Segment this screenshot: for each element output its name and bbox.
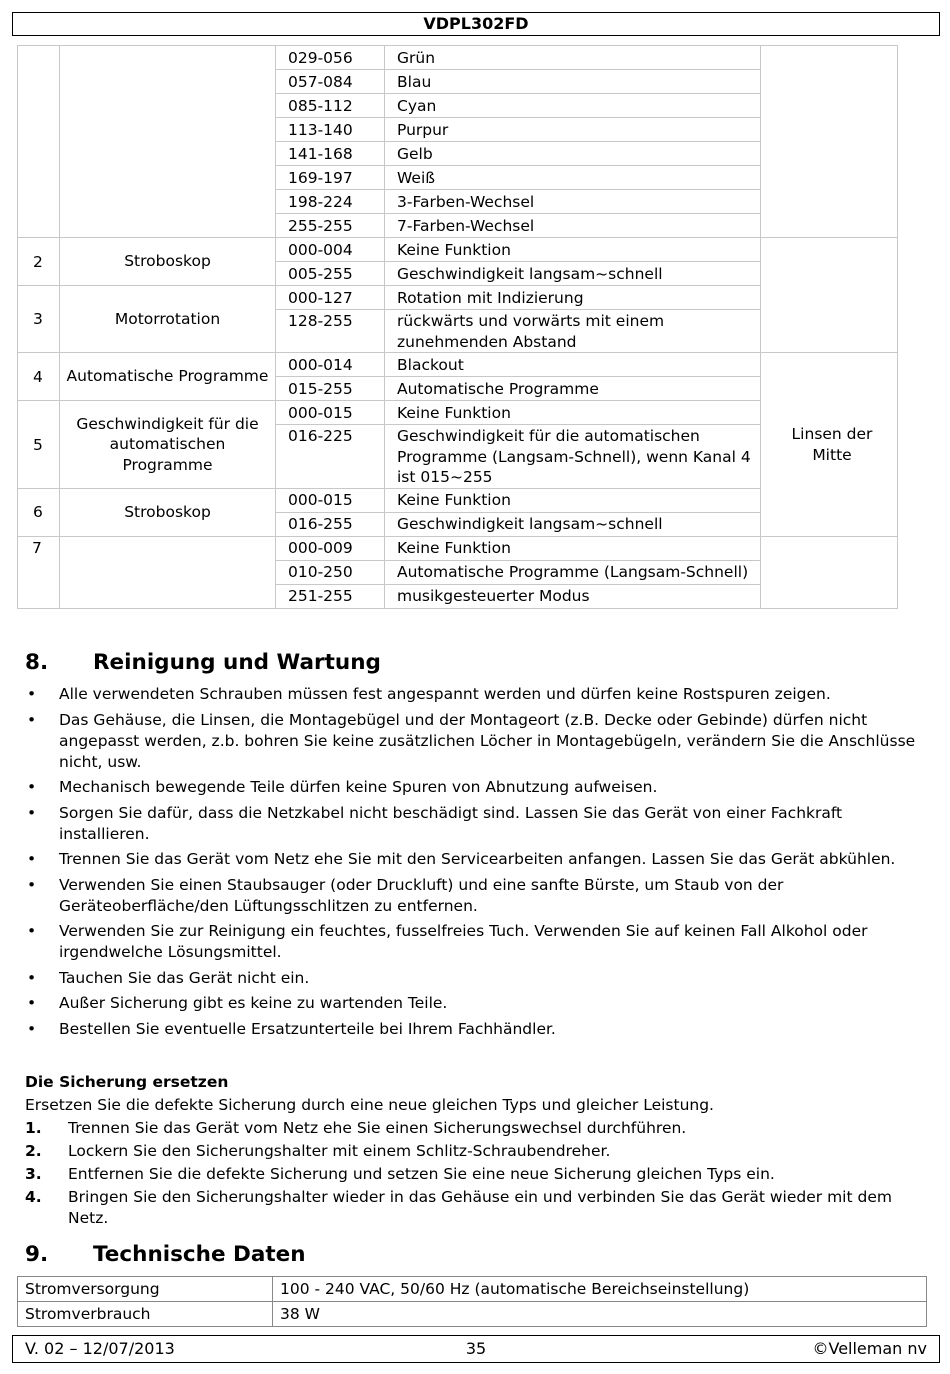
- description-cell: Blau: [385, 70, 761, 94]
- page-header: [12, 12, 940, 36]
- version-text: V. 02 – 12/07/2013: [25, 1339, 175, 1358]
- step-number: 4.: [25, 1188, 42, 1206]
- list-item-text: Verwenden Sie zur Reinigung ein feuchtes, fusselfreies Tuch. Verwenden Sie auf keinen Fall Alkohol oder irgendwelche Lösungsmittel.: [59, 922, 868, 961]
- section-9-heading: [25, 1242, 306, 1267]
- range-cell: 085-112: [276, 94, 385, 118]
- channel-number: 5: [18, 401, 60, 489]
- range-cell: 141-168: [276, 142, 385, 166]
- bullet-icon: •: [27, 685, 37, 703]
- description-cell: Keine Funktion: [385, 536, 761, 560]
- list-item: [25, 875, 925, 917]
- range-cell: 128-255: [276, 310, 385, 353]
- channel-cell: [18, 46, 60, 238]
- section-8-heading: [25, 650, 381, 675]
- section-title: Reinigung und Wartung: [93, 650, 381, 675]
- page-number: 35: [465, 1339, 487, 1358]
- description-cell: rückwärts und vorwärts mit einem zunehmenden Abstand: [385, 310, 761, 353]
- channel-number: 4: [18, 353, 60, 401]
- list-item-text: Das Gehäuse, die Linsen, die Montagebügel und der Montageort (z.B. Decke oder Gebinde) dürfen nicht angepasst werden, z.b. bohren Sie keine zusätzlichen Löcher in Montagebügeln, verändern Sie die Anschlüsse nicht, usw.: [59, 710, 916, 771]
- step-text: Entfernen Sie die defekte Sicherung und setzen Sie eine neue Sicherung gleichen Typs ein.: [68, 1165, 775, 1183]
- function-cell: [60, 46, 276, 238]
- table-row: [18, 1277, 927, 1302]
- channel-function: Stroboskop: [60, 488, 276, 536]
- table-row: [18, 238, 898, 262]
- list-item-text: Alle verwendeten Schrauben müssen fest angespannt werden und dürfen keine Rostspuren zeigen.: [59, 685, 831, 703]
- description-cell: Gelb: [385, 142, 761, 166]
- range-cell: 251-255: [276, 584, 385, 608]
- spec-value: 100 - 240 VAC, 50/60 Hz (automatische Bereichseinstellung): [273, 1277, 927, 1302]
- description-cell: Keine Funktion: [385, 238, 761, 262]
- channel-function: Motorrotation: [60, 286, 276, 353]
- range-cell: 016-225: [276, 425, 385, 489]
- range-cell: 198-224: [276, 190, 385, 214]
- list-item: [25, 968, 925, 989]
- bullet-icon: •: [27, 922, 37, 940]
- list-item-text: Tauchen Sie das Gerät nicht ein.: [59, 968, 310, 987]
- channel-number: 2: [18, 238, 60, 286]
- list-item: [25, 1019, 925, 1040]
- step-text: Trennen Sie das Gerät vom Netz ehe Sie einen Sicherungswechsel durchführen.: [68, 1119, 687, 1137]
- list-item: [25, 993, 925, 1014]
- page-footer: [12, 1335, 940, 1363]
- list-item: [25, 684, 925, 705]
- range-cell: 000-015: [276, 401, 385, 425]
- step-number: 1.: [25, 1119, 42, 1137]
- bullet-icon: •: [27, 850, 37, 868]
- description-cell: Weiß: [385, 166, 761, 190]
- list-item: [25, 1187, 930, 1229]
- description-cell: Blackout: [385, 353, 761, 377]
- bullet-icon: •: [27, 875, 37, 894]
- range-cell: 057-084: [276, 70, 385, 94]
- range-cell: 000-009: [276, 536, 385, 560]
- bullet-icon: •: [27, 994, 37, 1012]
- section-title: Technische Daten: [93, 1242, 306, 1267]
- step-text: Lockern Sie den Sicherungshalter mit einem Schlitz-Schraubendreher.: [68, 1142, 611, 1160]
- tech-data-table: [17, 1276, 927, 1327]
- lens-cell: [761, 536, 898, 608]
- channel-function: Automatische Programme: [60, 353, 276, 401]
- description-cell: Purpur: [385, 118, 761, 142]
- list-item: [25, 1141, 930, 1162]
- section-number: 9.: [25, 1242, 49, 1267]
- description-cell: 7-Farben-Wechsel: [385, 214, 761, 238]
- spec-label: Stromversorgung: [18, 1277, 273, 1302]
- range-cell: 010-250: [276, 560, 385, 584]
- step-text: Bringen Sie den Sicherungshalter wieder in das Gehäuse ein und verbinden Sie das Gerät wieder mit dem Netz.: [68, 1188, 892, 1227]
- table-row: [18, 353, 898, 377]
- list-item: [25, 777, 925, 798]
- list-item: [25, 1118, 930, 1139]
- list-item-text: Außer Sicherung gibt es keine zu wartenden Teile.: [59, 994, 448, 1012]
- model-name: VDPL302FD: [423, 14, 529, 33]
- spec-label: Stromverbrauch: [18, 1302, 273, 1327]
- list-item: [25, 849, 925, 870]
- list-item-text: Mechanisch bewegende Teile dürfen keine Spuren von Abnutzung aufweisen.: [59, 778, 658, 796]
- dmx-channel-table: [17, 45, 898, 609]
- channel-number: 7: [18, 536, 60, 608]
- bullet-icon: •: [27, 968, 37, 987]
- fuse-steps: [25, 1118, 930, 1231]
- list-item: [25, 710, 925, 773]
- step-number: 3.: [25, 1165, 42, 1183]
- description-cell: musikgesteuerter Modus: [385, 584, 761, 608]
- list-item-text: Bestellen Sie eventuelle Ersatzunterteile bei Ihrem Fachhändler.: [59, 1019, 556, 1038]
- description-cell: Geschwindigkeit langsam~schnell: [385, 512, 761, 536]
- range-cell: 029-056: [276, 46, 385, 70]
- step-number: 2.: [25, 1142, 42, 1160]
- description-cell: Keine Funktion: [385, 488, 761, 512]
- list-item-text: Verwenden Sie einen Staubsauger (oder Druckluft) und eine sanfte Bürste, um Staub von der Geräteoberfläche/den Lüftungsschlitzen zu entfernen.: [59, 875, 784, 915]
- range-cell: 000-127: [276, 286, 385, 310]
- lens-cell: [761, 238, 898, 353]
- lens-label: Linsen der Mitte: [761, 353, 898, 537]
- copyright-text: ©Velleman nv: [812, 1339, 927, 1358]
- bullet-icon: •: [27, 778, 37, 796]
- description-cell: Geschwindigkeit für die automatischen Programme (Langsam-Schnell), wenn Kanal 4 ist 015~255: [385, 425, 761, 489]
- list-item-text: Sorgen Sie dafür, dass die Netzkabel nicht beschädigt sind. Lassen Sie das Gerät von einer Fachkraft installieren.: [59, 803, 843, 843]
- list-item-text: Trennen Sie das Gerät vom Netz ehe Sie mit den Servicearbeiten anfangen. Lassen Sie das Gerät abkühlen.: [59, 850, 896, 868]
- table-row: [18, 536, 898, 560]
- description-cell: Automatische Programme (Langsam-Schnell): [385, 560, 761, 584]
- description-cell: Automatische Programme: [385, 377, 761, 401]
- description-cell: Keine Funktion: [385, 401, 761, 425]
- fuse-intro: Ersetzen Sie die defekte Sicherung durch eine neue gleichen Typs und gleicher Leistung.: [25, 1096, 714, 1114]
- table-row: [18, 46, 898, 70]
- range-cell: 113-140: [276, 118, 385, 142]
- description-cell: Grün: [385, 46, 761, 70]
- channel-function: [60, 536, 276, 608]
- channel-function: Stroboskop: [60, 238, 276, 286]
- maintenance-list: [25, 684, 925, 1044]
- channel-number: 3: [18, 286, 60, 353]
- range-cell: 000-014: [276, 353, 385, 377]
- bullet-icon: •: [27, 1019, 37, 1038]
- range-cell: 016-255: [276, 512, 385, 536]
- table-row: [18, 1302, 927, 1327]
- section-number: 8.: [25, 650, 49, 675]
- range-cell: 005-255: [276, 262, 385, 286]
- bullet-icon: •: [27, 803, 37, 822]
- lens-cell: [761, 46, 898, 238]
- spec-value: 38 W: [273, 1302, 927, 1327]
- description-cell: Cyan: [385, 94, 761, 118]
- channel-number: 6: [18, 488, 60, 536]
- list-item: [25, 803, 925, 845]
- description-cell: 3-Farben-Wechsel: [385, 190, 761, 214]
- description-cell: Rotation mit Indizierung: [385, 286, 761, 310]
- range-cell: 000-015: [276, 488, 385, 512]
- range-cell: 169-197: [276, 166, 385, 190]
- description-cell: Geschwindigkeit langsam~schnell: [385, 262, 761, 286]
- list-item: [25, 1164, 930, 1185]
- range-cell: 255-255: [276, 214, 385, 238]
- range-cell: 015-255: [276, 377, 385, 401]
- fuse-heading: Die Sicherung ersetzen: [25, 1073, 229, 1091]
- bullet-icon: •: [27, 710, 37, 729]
- list-item: [25, 921, 925, 963]
- channel-function: Geschwindigkeit für die automatischen Programme: [60, 401, 276, 489]
- range-cell: 000-004: [276, 238, 385, 262]
